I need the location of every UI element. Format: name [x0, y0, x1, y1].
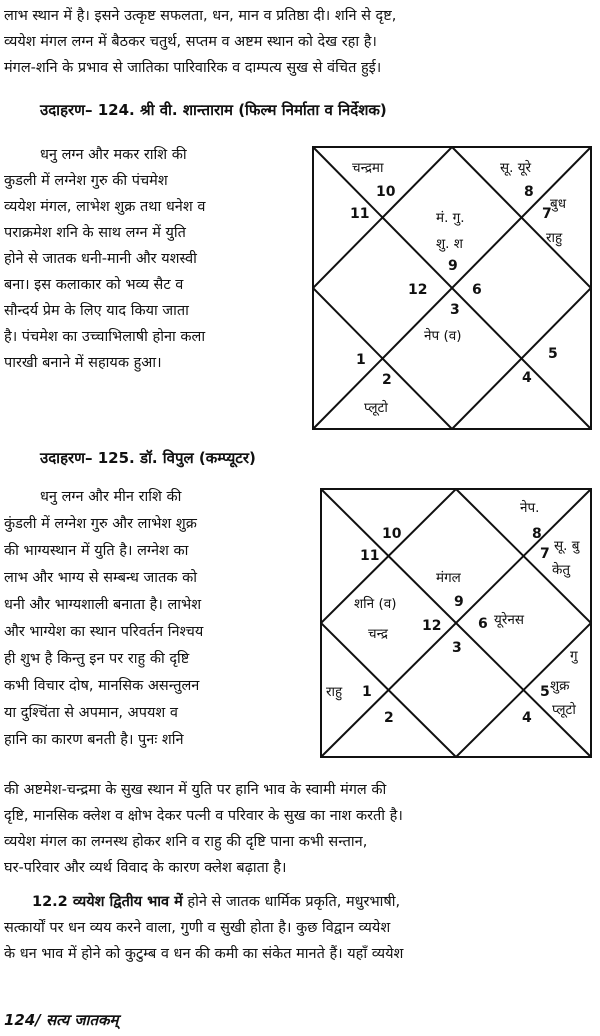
- text-line: पराक्रमेश शनि के साथ लग्न में युति: [4, 225, 186, 241]
- planet-label: चन्द्रमा: [352, 160, 384, 176]
- planet-label: केतु: [552, 562, 571, 578]
- house-number: 11: [350, 206, 370, 222]
- text-line: ही शुभ है किन्तु इन पर राहु की दृष्टि: [4, 651, 190, 667]
- text-line: या दुश्चिंता से अपमान, अपयश व: [4, 705, 178, 721]
- planet-label: राहु: [326, 684, 343, 700]
- planet-label: शु. श: [436, 236, 463, 252]
- house-number: 10: [382, 526, 402, 542]
- planet-label: प्लूटो: [552, 702, 576, 718]
- house-number: 9: [448, 258, 458, 274]
- house-number: 12: [422, 618, 442, 634]
- planet-label: सू. बु: [554, 538, 580, 554]
- horoscope-chart-125: [320, 488, 592, 758]
- text-line: सत्कार्यों पर धन व्यय करने वाला, गुणी व सुखी होता है। कुछ विद्वान व्ययेश: [4, 920, 391, 936]
- house-number: 9: [454, 594, 464, 610]
- planet-label: प्लूटो: [364, 400, 388, 416]
- house-number: 6: [472, 282, 482, 298]
- section-12-2-line: [4, 890, 596, 914]
- text-line: घर-परिवार और व्यर्थ विवाद के कारण क्लेश बढ़ाता है।: [4, 860, 287, 876]
- text-line: कभी विचार दोष, मानसिक असन्तुलन: [4, 678, 200, 694]
- planet-label: राहु: [546, 230, 563, 246]
- planet-label: बुध: [550, 196, 567, 212]
- text-line: बना। इस कलाकार को भव्य सैट व: [4, 277, 184, 293]
- text-line: लाभ स्थान में है। इसने उत्कृष्ट सफलता, धन, मान व प्रतिष्ठा दी। शनि से दृष्ट,: [4, 8, 397, 24]
- planet-label: नेप.: [520, 500, 540, 516]
- house-number: 1: [356, 352, 366, 368]
- planet-label: गु: [570, 648, 578, 664]
- house-number: 2: [382, 372, 392, 388]
- section-text: होने से जातक धार्मिक प्रकृति, मधुरभाषी,: [187, 894, 401, 910]
- house-number: 12: [408, 282, 428, 298]
- text-line: कुडली में लग्नेश गुरु की पंचमेश: [4, 173, 168, 189]
- example-125-heading: उदाहरण– 125. डॉ. विपुल (कम्प्यूटर): [40, 449, 256, 467]
- text-line: हानि का कारण बनती है। पुनः शनि: [4, 732, 184, 748]
- planet-label: चन्द्र: [368, 626, 388, 642]
- text-line: है। पंचमेश का उच्चाभिलाषी होना कला: [4, 329, 206, 345]
- text-line: के धन भाव में होने को कुटुम्ब व धन की कमी का संकेत मानते हैं। यहाँ व्ययेश: [4, 946, 404, 962]
- house-number: 7: [540, 546, 550, 562]
- planet-label: मं. गु.: [436, 210, 465, 226]
- text-line: पारखी बनाने में सहायक हुआ।: [4, 355, 162, 371]
- house-number: 6: [478, 616, 488, 632]
- house-number: 8: [524, 184, 534, 200]
- text-line: कुंडली में लग्नेश गुरु और लाभेश शुक्र: [4, 516, 197, 532]
- text-line: की अष्टमेश-चन्द्रमा के सुख स्थान में युति पर हानि भाव के स्वामी मंगल की: [4, 782, 387, 798]
- house-number: 5: [540, 684, 550, 700]
- text-line: होने से जातक धनी-मानी और यशस्वी: [4, 251, 197, 267]
- example-125-paragraph: [4, 484, 304, 754]
- planet-label: मंगल: [436, 570, 461, 586]
- house-number: 8: [532, 526, 542, 542]
- text-line: धनु लग्न और मीन राशि की: [40, 489, 182, 505]
- text-line: व्ययेश मंगल का लग्नस्थ होकर शनि व राहु की दृष्टि पाना कभी सन्तान,: [4, 834, 368, 850]
- house-number: 5: [548, 346, 558, 362]
- chart-grid: [312, 146, 592, 430]
- example-124-paragraph: [4, 142, 304, 376]
- house-number: 11: [360, 548, 380, 564]
- planet-label: यूरेनस: [494, 612, 524, 628]
- house-number: 2: [384, 710, 394, 726]
- planet-label: नेप (व): [424, 328, 462, 344]
- text-line: सौन्दर्य प्रेम के लिए याद किया जाता: [4, 303, 189, 319]
- text-line: व्ययेश मंगल लग्न में बैठकर चतुर्थ, सप्तम व अष्टम स्थान को देख रहा है।: [4, 34, 377, 50]
- house-number: 1: [362, 684, 372, 700]
- house-number: 4: [522, 370, 532, 386]
- text-line: लाभ और भाग्य से सम्बन्ध जातक को: [4, 570, 197, 586]
- text-line: धनी और भाग्यशाली बनाता है। लाभेश: [4, 597, 202, 613]
- text-line: धनु लग्न और मकर राशि की: [40, 147, 187, 163]
- house-number: 7: [542, 206, 552, 222]
- text-line: की भाग्यस्थान में युति है। लग्नेश का: [4, 543, 189, 559]
- planet-label: शनि (व): [354, 596, 397, 612]
- page-footer: 124/ सत्य जातकम्: [4, 1011, 119, 1029]
- house-number: 3: [450, 302, 460, 318]
- horoscope-chart-124: [312, 146, 592, 430]
- planet-label: सू. यूरे: [500, 160, 532, 176]
- house-number: 4: [522, 710, 532, 726]
- section-title: 12.2 व्ययेश द्वितीय भाव में: [32, 894, 183, 910]
- text-line: दृष्टि, मानसिक क्लेश व क्षोभ देकर पत्नी व परिवार के सुख का नाश करती है।: [4, 808, 403, 824]
- house-number: 10: [376, 184, 396, 200]
- house-number: 3: [452, 640, 462, 656]
- text-line: मंगल-शनि के प्रभाव से जातिका पारिवारिक व दाम्पत्य सुख से वंचित हुई।: [4, 60, 382, 76]
- example-124-heading: उदाहरण– 124. श्री वी. शान्ताराम (फिल्म निर्माता व निर्देशक): [40, 101, 387, 119]
- text-line: व्ययेश मंगल, लाभेश शुक्र तथा धनेश व: [4, 199, 206, 215]
- text-line: और भाग्येश का स्थान परिवर्तन निश्चय: [4, 624, 204, 640]
- planet-label: शुक्र: [550, 678, 570, 694]
